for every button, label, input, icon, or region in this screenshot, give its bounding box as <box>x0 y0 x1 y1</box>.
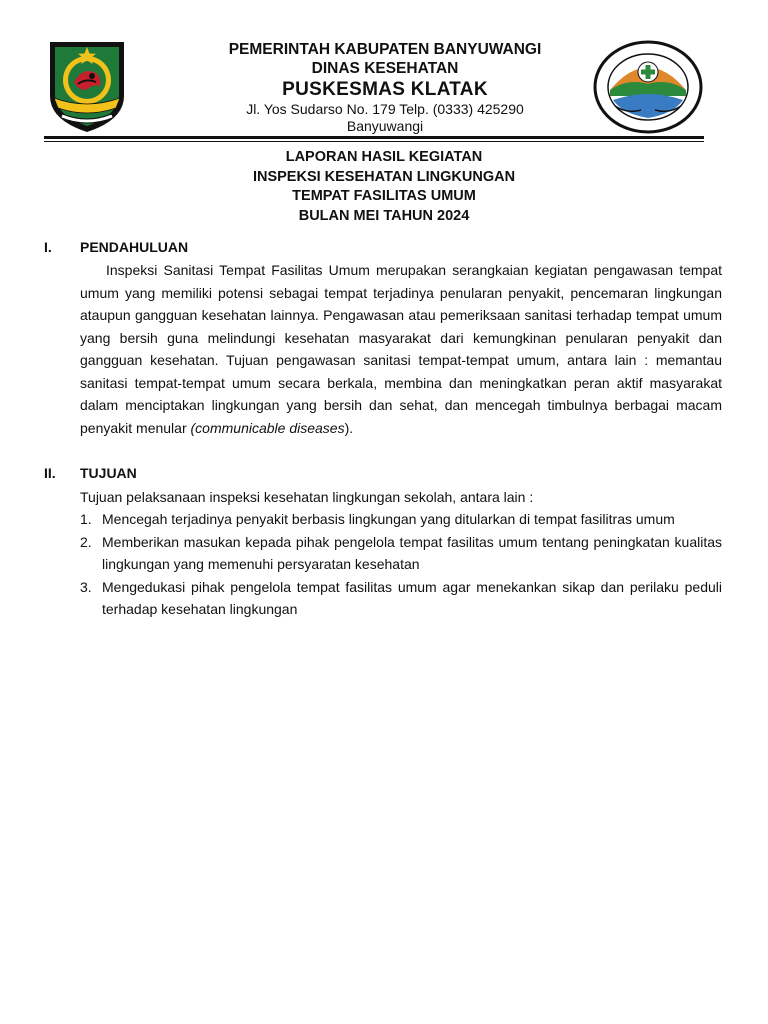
section-number: II. <box>44 465 56 481</box>
section-number: I. <box>44 239 52 255</box>
letterhead-rule-thin <box>44 141 704 142</box>
report-title-line-1: LAPORAN HASIL KEGIATAN <box>285 149 483 165</box>
list-item-text: Mencegah terjadinya penyakit berbasis lingkungan yang ditularkan di tempat fasilitras umum <box>102 511 675 527</box>
section-intro-tujuan: Tujuan pelaksanaan inspeksi kesehatan lingkungan sekolah, antara lain : <box>80 489 534 505</box>
list-item-text: Memberikan masukan kepada pihak pengelola tempat fasilitas umum tentang peningkatan kualitas lingkungan yang memenuhi persyaratan kesehatan <box>102 533 722 572</box>
objectives-list <box>80 508 722 621</box>
list-item-number: 2. <box>80 533 92 550</box>
section-heading-tujuan <box>0 463 768 483</box>
list-item <box>80 531 722 576</box>
section-title: PENDAHULUAN <box>80 239 189 255</box>
list-item-number: 3. <box>80 578 92 595</box>
list-item-number: 1. <box>80 511 92 527</box>
list-item <box>80 508 722 531</box>
report-title-line-2: INSPEKSI KESEHATAN LINGKUNGAN <box>252 168 516 185</box>
letterhead-address: Jl. Yos Sudarso No. 179 Telp. (0333) 425290 <box>246 101 524 117</box>
letterhead <box>160 40 610 135</box>
letterhead-government: PEMERINTAH KABUPATEN BANYUWANGI <box>228 41 542 58</box>
paragraph-italic-term: (communicable diseases <box>190 419 345 436</box>
section-paragraph-pendahuluan <box>80 259 722 439</box>
letterhead-institution: PUSKESMAS KLATAK <box>282 79 488 100</box>
report-title-line-3: TEMPAT FASILITAS UMUM <box>292 188 476 204</box>
list-item <box>80 576 722 621</box>
paragraph-end: ). <box>344 419 354 436</box>
list-item-text: Mengedukasi pihak pengelola tempat fasilitas umum agar menekankan sikap dan perilaku peduli terhadap kesehatan lingkungan <box>102 578 722 617</box>
letterhead-department: DINAS KESEHATAN <box>311 60 459 77</box>
report-title-line-4: BULAN MEI TAHUN 2024 <box>298 207 470 224</box>
report-title <box>120 148 648 226</box>
paragraph-text: Inspeksi Sanitasi Tempat Fasilitas Umum merupakan serangkaian kegiatan pengawasan tempat umum yang memiliki potensi sebagai tempat terjadinya penularan penyakit, pencemaran lingkungan ataupun gangguan kesehatan lainnya. Pengawasan atau pemeriksaan sanitasi terhadap tempat umum yang bersih guna melindungi kesehatan masyarakat dari kemungkinan penularan penyakit dan gangguan kesehatan. Tujuan pengawasan sanitasi tempat-tempat umum, antara lain : memantau sanitasi tempat-tempat umum secara berkala, membina dan meningkatkan peran aktif masyarakat dalam menciptakan lingkungan yang bersih dan sehat, dan mencegah timbulnya berbagai macam penyakit menular <box>80 262 722 436</box>
section-heading-pendahuluan <box>0 237 768 257</box>
letterhead-city: Banyuwangi <box>346 118 424 134</box>
letterhead-rule-thick <box>44 136 704 139</box>
puskesmas-klatak-seal-icon <box>593 40 703 134</box>
section-title: TUJUAN <box>80 465 137 481</box>
banyuwangi-regency-crest-icon <box>44 38 130 134</box>
